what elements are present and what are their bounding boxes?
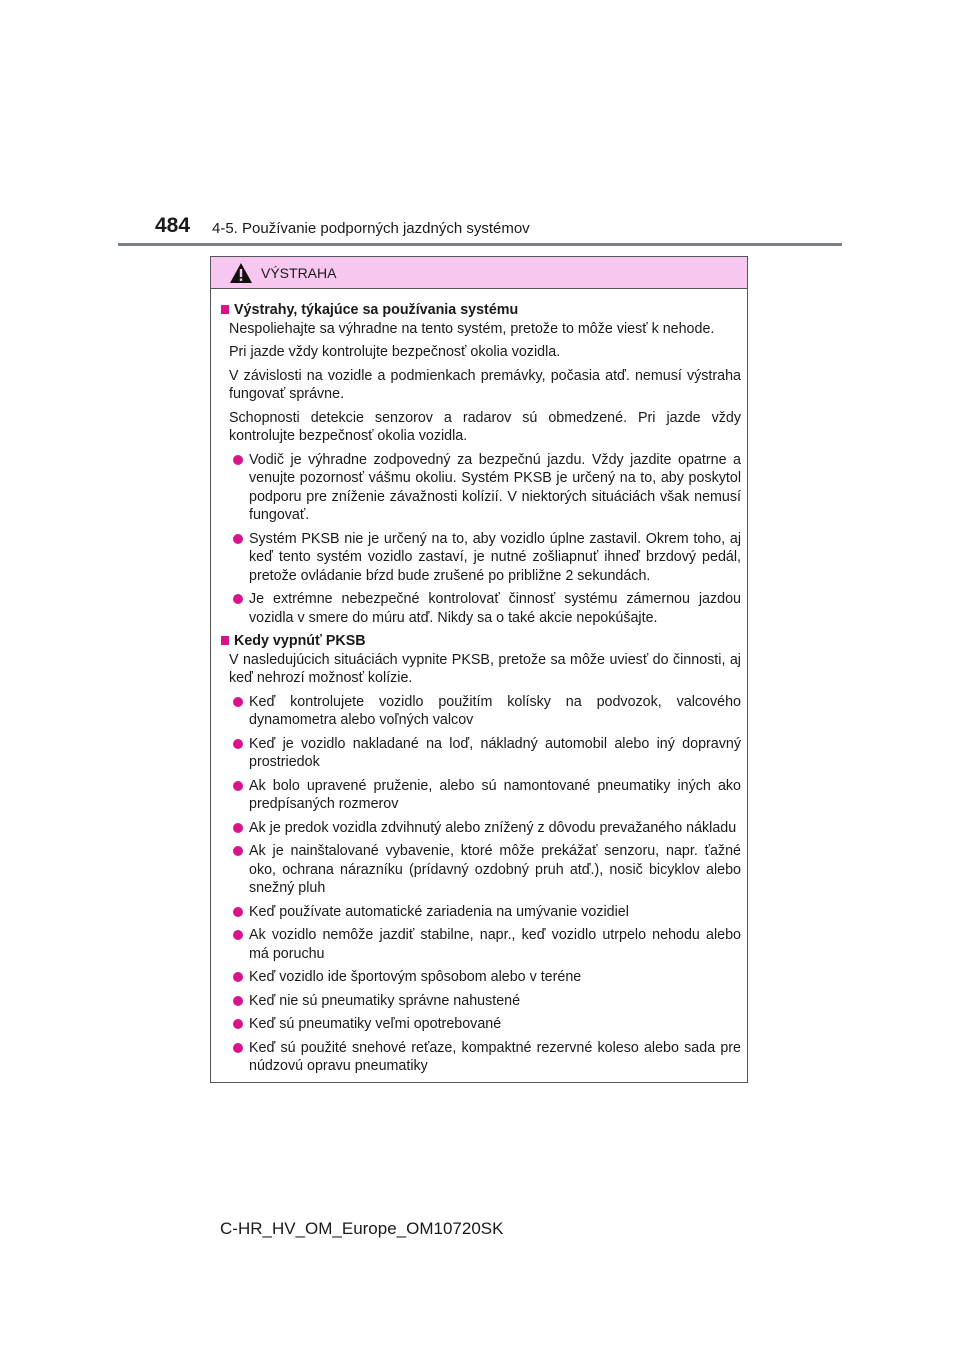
section-title: 4-5. Používanie podporných jazdných systémov [212, 220, 530, 237]
bullet-text: Keď vozidlo ide športovým spôsobom alebo v teréne [249, 969, 582, 985]
paragraph: V nasledujúcich situáciách vypnite PKSB, pretože sa môže uviesť do činnosti, aj keď nehrozí možnosť kolízie. [229, 651, 741, 686]
bullet-dot-icon [233, 972, 243, 982]
bullet-text: Keď sú pneumatiky veľmi opotrebované [249, 1016, 502, 1032]
bullet-item [231, 1015, 741, 1034]
bullet-item [231, 1039, 741, 1076]
footer-doc-id: C-HR_HV_OM_Europe_OM10720SK [220, 1219, 504, 1238]
bullet-text: Ak je predok vozidla zdvihnutý alebo znížený z dôvodu prevažaného nákladu [249, 819, 737, 836]
bullet-item [231, 777, 741, 814]
bullet-dot-icon [233, 739, 243, 749]
bullet-text: Ak vozidlo nemôže jazdiť stabilne, napr., keď vozidlo utrpelo nehodu alebo má poruchu [249, 927, 741, 962]
subsection-heading-text: Kedy vypnúť PKSB [234, 633, 366, 649]
bullet-text: Ak bolo upravené pruženie, alebo sú namontované pneumatiky iných ako predpísaných rozmerov [249, 777, 741, 812]
subsection-heading [221, 301, 741, 320]
bullet-text: Keď je vozidlo nakladané na loď, nákladný automobil alebo iný dopravný prostriedok [249, 735, 741, 770]
bullet-item [231, 735, 741, 772]
paragraph: Schopnosti detekcie senzorov a radarov sú obmedzené. Pri jazde vždy kontrolujte bezpečnosť okolia vozidla. [229, 409, 741, 444]
warning-body [211, 289, 747, 1076]
bullet-item [231, 530, 741, 586]
bullet-dot-icon [233, 907, 243, 917]
page-number: 484 [155, 214, 191, 237]
subsection-heading [221, 632, 741, 651]
bullet-item [231, 842, 741, 898]
header-rule [118, 243, 842, 246]
paragraph: Pri jazde vždy kontrolujte bezpečnosť okolia vozidla. [229, 344, 561, 360]
bullet-dot-icon [233, 996, 243, 1006]
bullet-text: Je extrémne nebezpečné kontrolovať činnosť systému zámernou jazdou vozidla v smere do múru atď. Nikdy sa o také akcie nepokúšajte. [249, 591, 741, 626]
bullet-text: Keď používate automatické zariadenia na umývanie vozidiel [249, 903, 629, 920]
bullet-dot-icon [233, 823, 243, 833]
bullet-text: Keď kontrolujete vozidlo použitím kolísky na podvozok, valcového dynamometra alebo voľných valcov [249, 693, 741, 728]
warning-box [210, 256, 748, 1083]
bullet-item [231, 926, 741, 963]
bullet-item [231, 992, 741, 1011]
subsection-heading-text: Výstrahy, týkajúce sa používania systému [234, 302, 519, 318]
warning-header [211, 257, 747, 289]
bullet-dot-icon [233, 534, 243, 544]
bullet-dot-icon [233, 781, 243, 791]
bullet-dot-icon [233, 1019, 243, 1029]
bullet-text: Vodič je výhradne zodpovedný za bezpečnú jazdu. Vždy jazdite opatrne a venujte pozornosť vášmu okoliu. Systém PKSB je určený na to, aby poskytol podporu pre zníženie závažnosti kolízií. V niektorých situáciách však nemusí fungovať. [249, 451, 741, 523]
bullet-text: Ak je nainštalované vybavenie, ktoré môže prekážať senzoru, napr. ťažné oko, ochrana nárazníku (prídavný ozdobný pruh atď.), nosič bicyklov alebo snežný pluh [249, 843, 741, 896]
bullet-item [231, 968, 741, 987]
bullet-dot-icon [233, 697, 243, 707]
bullet-dot-icon [233, 846, 243, 856]
bullet-text: Systém PKSB nie je určený na to, aby vozidlo úplne zastavil. Okrem toho, aj keď tento systém vozidlo zastaví, je nutné zošliapnuť ihneď brzdový pedál, pretože ovládanie bŕzd bude zrušené po približne 2 sekundách. [249, 530, 741, 584]
bullet-item [231, 903, 741, 922]
bullet-item [231, 451, 741, 525]
bullet-text: Keď sú použité snehové reťaze, kompaktné rezervné koleso alebo sada pre núdzovú opravu pneumatiky [249, 1039, 741, 1074]
bullet-dot-icon [233, 1043, 243, 1053]
bullet-dot-icon [233, 455, 243, 465]
warning-title: VÝSTRAHA [261, 264, 337, 281]
bullet-item [231, 590, 741, 627]
paragraph: Nespoliehajte sa výhradne na tento systém, pretože to môže viesť k nehode. [229, 320, 715, 337]
square-marker-icon [221, 305, 229, 314]
bullet-item [231, 819, 741, 838]
bullet-text: Keď nie sú pneumatiky správne nahustené [249, 992, 521, 1009]
square-marker-icon [221, 636, 229, 645]
bullet-item [231, 693, 741, 730]
bullet-dot-icon [233, 594, 243, 604]
paragraph: V závislosti na vozidle a podmienkach premávky, počasia atď. nemusí výstraha fungovať správne. [229, 367, 741, 402]
warning-triangle-icon [229, 262, 253, 284]
bullet-dot-icon [233, 930, 243, 940]
